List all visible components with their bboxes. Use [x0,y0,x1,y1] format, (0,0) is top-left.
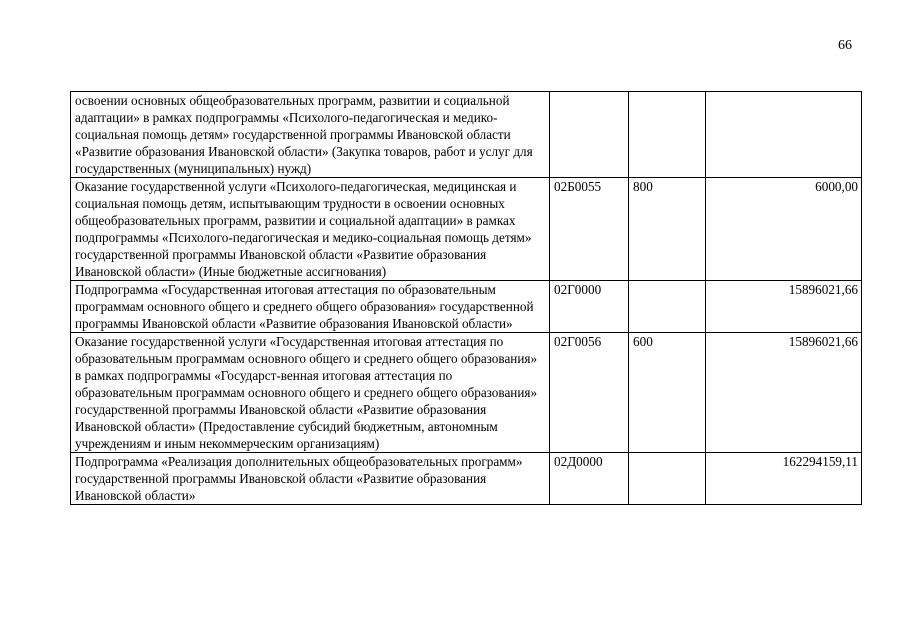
budget-table [70,91,862,505]
row-name-cell: освоении основных общеобразовательных программ, развитии и социальной адаптации» в рамках подпрограммы «Психолого-педагогическая и медико-социальная помощь детям» государственной программы Ивановской области «Развитие образования Ивановской области» (Закупка товаров, работ и услуг для государственных (муниципальных) нужд) [71,92,550,178]
table-row [71,453,862,505]
row-kind-cell [629,453,706,505]
row-code-cell: 02Б0055 [550,178,629,281]
table-row [71,92,862,178]
table-row [71,333,862,453]
row-kind-cell: 800 [629,178,706,281]
row-code-cell: 02Г0000 [550,281,629,333]
row-sum-cell: 15896021,66 [706,333,862,453]
row-name-cell: Подпрограмма «Государственная итоговая аттестация по образовательным программам основного общего и среднего общего образования» государственной программы Ивановской области «Развитие образования Ивановской области» [71,281,550,333]
row-name-cell: Подпрограмма «Реализация дополнительных общеобразовательных программ» государственной программы Ивановской области «Развитие образования Ивановской области» [71,453,550,505]
row-sum-cell: 15896021,66 [706,281,862,333]
row-kind-cell: 600 [629,333,706,453]
row-code-cell: 02Д0000 [550,453,629,505]
row-name-cell: Оказание государственной услуги «Психолого-педагогическая, медицинская и социальная помощь детям, испытывающим трудности в освоении основных общеобразовательных программ, развитии и социальной адаптации» в рамках подпрограммы «Психолого-педагогическая и медико-социальная помощь детям» государственной программы Ивановской области «Развитие образования Ивановской области» (Иные бюджетные ассигнования) [71,178,550,281]
row-name-cell: Оказание государственной услуги «Государственная итоговая аттестация по образовательным программам основного общего и среднего общего образования» в рамках подпрограммы «Государст-венная итоговая аттестация по образовательным программам основного общего и среднего общего образования» государственной программы Ивановской области «Развитие образования Ивановской области» (Предоставление субсидий бюджетным, автономным учреждениям и иным некоммерческим организациям) [71,333,550,453]
row-code-cell [550,92,629,178]
row-code-cell: 02Г0056 [550,333,629,453]
row-sum-cell: 162294159,11 [706,453,862,505]
row-kind-cell [629,281,706,333]
table-row [71,281,862,333]
row-sum-cell: 6000,00 [706,178,862,281]
table-row [71,178,862,281]
row-sum-cell [706,92,862,178]
row-kind-cell [629,92,706,178]
page-number: 66 [838,38,852,53]
